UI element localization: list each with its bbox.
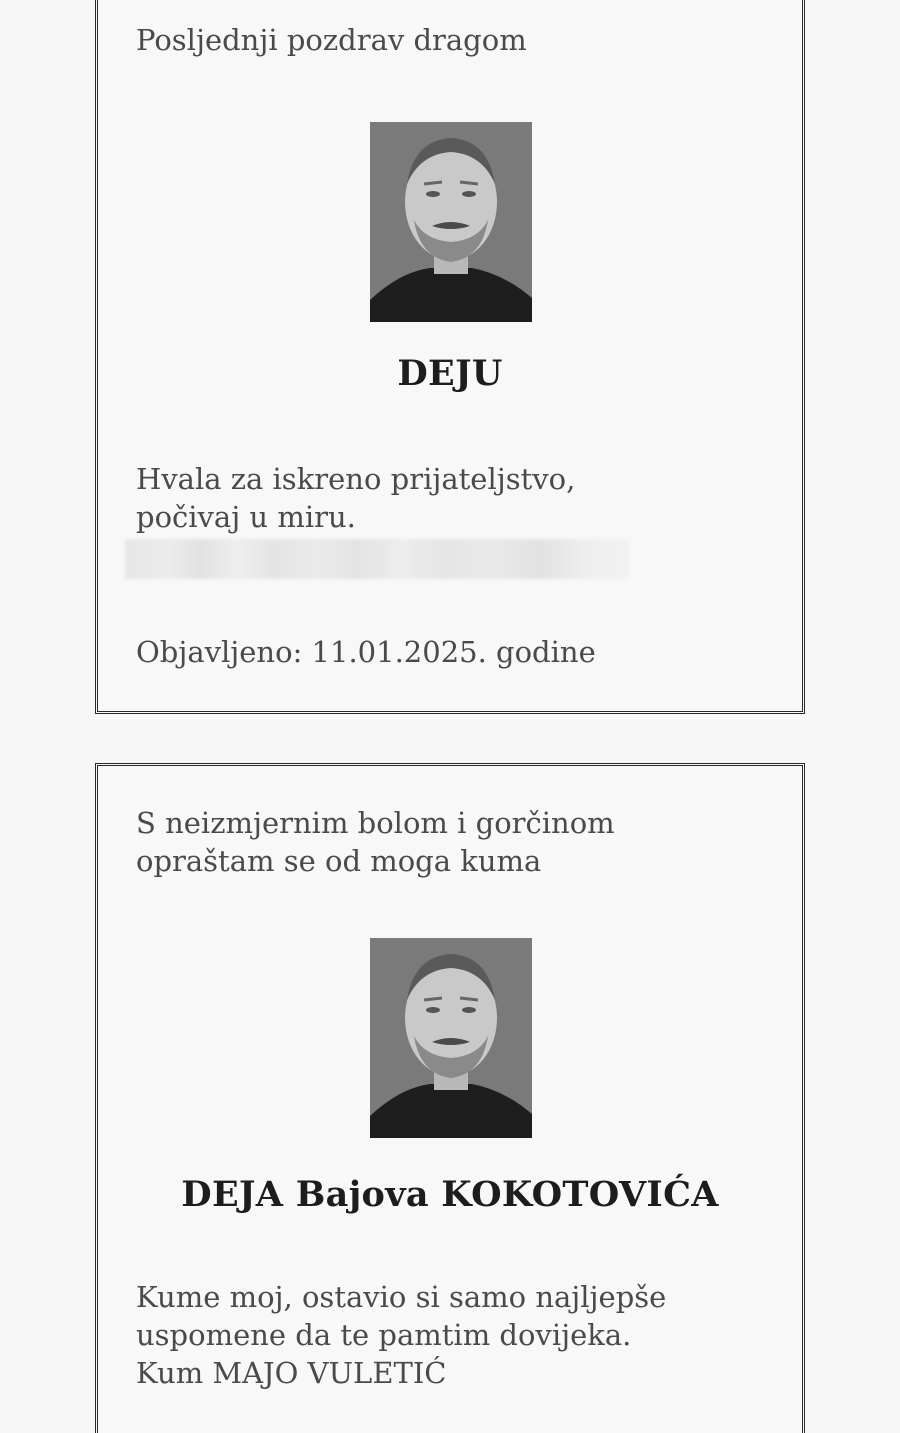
portrait-photo xyxy=(370,122,532,322)
message-line: Kume moj, ostavio si samo najljepše xyxy=(136,1280,667,1314)
obituary-card xyxy=(95,0,805,714)
published-date: Objavljeno: 11.01.2025. godine xyxy=(136,635,596,669)
notice-message xyxy=(136,1278,762,1392)
notice-message xyxy=(136,460,762,536)
intro-line: Posljednji pozdrav dragom xyxy=(136,23,527,57)
blurred-signature xyxy=(125,539,630,579)
message-line: Hvala za iskreno prijateljstvo, xyxy=(136,462,576,496)
deceased-name: DEJA Bajova KOKOTOVIĆA xyxy=(181,1174,719,1215)
message-line: Kum MAJO VULETIĆ xyxy=(136,1356,447,1390)
portrait-photo xyxy=(370,938,532,1138)
intro-line: S neizmjernim bolom i gorčinom xyxy=(136,806,615,840)
notice-intro xyxy=(136,21,762,59)
message-line: počivaj u miru. xyxy=(136,500,356,534)
deceased-name: DEJU xyxy=(397,353,503,394)
obituary-card xyxy=(95,763,805,1433)
intro-line: opraštam se od moga kuma xyxy=(136,844,542,878)
notice-intro xyxy=(136,804,762,880)
message-line: uspomene da te pamtim dovijeka. xyxy=(136,1318,632,1352)
